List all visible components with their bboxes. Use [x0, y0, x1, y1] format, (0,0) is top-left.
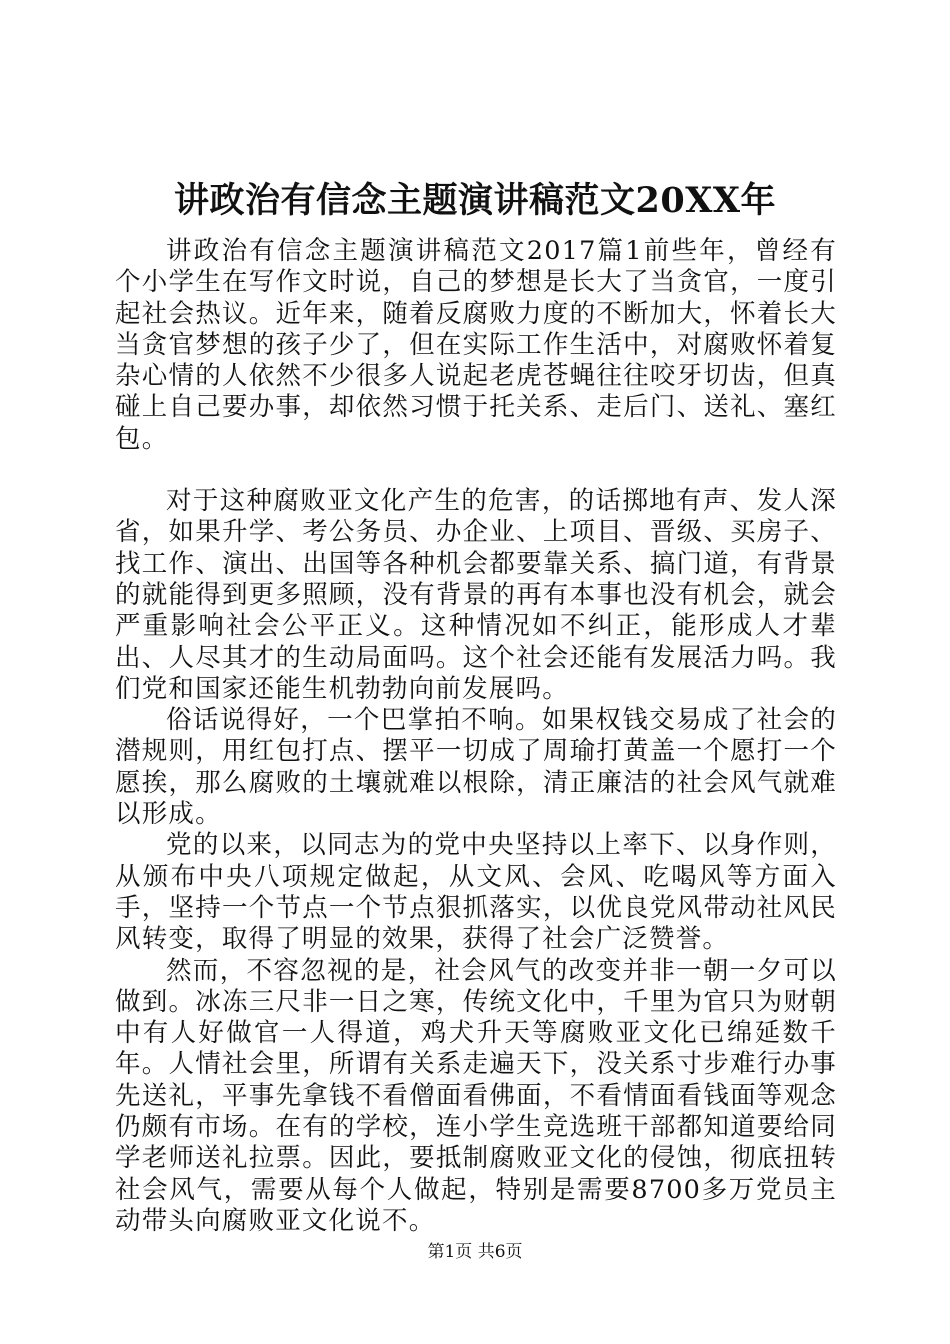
page-title: 讲政治有信念主题演讲稿范文20XX年 [173, 180, 777, 221]
page-footer: 第1页 共6页 [427, 1242, 523, 1262]
paragraph-1: 讲政治有信念主题演讲稿范文2017篇1前些年，曾经有个小学生在写作文时说，自己的梦想是长大了当贪官，一度引起社会热议。近年来，随着反腐败力度的不断加大，怀着长大当贪官梦想的孩子少了，但在实际工作生活中，对腐败怀着复杂心情的人依然不少很多人说起老虎苍蝇往往咬牙切齿，但真碰上自己要办事，却依然习惯于托关系、走后门、送礼、塞红包。 [115, 236, 837, 454]
paragraph-4: 党的以来，以同志为的党中央坚持以上率下、以身作则，从颁布中央八项规定做起，从文风、会风、吃喝风等方面入手，坚持一个节点一个节点狠抓落实，以优良党风带动社风民风转变，取得了明显的效果，获得了社会广泛赞誉。 [115, 830, 837, 955]
paragraph-2: 对于这种腐败亚文化产生的危害，的话掷地有声、发人深省，如果升学、考公务员、办企业、上项目、晋级、买房子、找工作、演出、出国等各种机会都要靠关系、搞门道，有背景的就能得到更多照顾，没有背景的再有本事也没有机会，就会严重影响社会公平正义。这种情况如不纠正，能形成人才辈出、人尽其才的生动局面吗。这个社会还能有发展活力吗。我们党和国家还能生机勃勃向前发展吗。 [115, 486, 837, 704]
paragraph-3: 俗话说得好，一个巴掌拍不响。如果权钱交易成了社会的潜规则，用红包打点、摆平一切成了周瑜打黄盖一个愿打一个愿挨，那么腐败的土壤就难以根除，清正廉洁的社会风气就难以形成。 [115, 705, 837, 830]
paragraph-5: 然而，不容忽视的是，社会风气的改变并非一朝一夕可以做到。冰冻三尺非一日之寒，传统文化中，千里为官只为财朝中有人好做官一人得道，鸡犬升天等腐败亚文化已绵延数千年。人情社会里，所谓有关系走遍天下，没关系寸步难行办事先送礼，平事先拿钱不看僧面看佛面，不看情面看钱面等观念仍颇有市场。在有的学校，连小学生竞选班干部都知道要给同学老师送礼拉票。因此，要抵制腐败亚文化的侵蚀，彻底扭转社会风气，需要从每个人做起，特别是需要8700多万党员主动带头向腐败亚文化说不。 [115, 955, 837, 1236]
document-body [115, 236, 837, 1237]
